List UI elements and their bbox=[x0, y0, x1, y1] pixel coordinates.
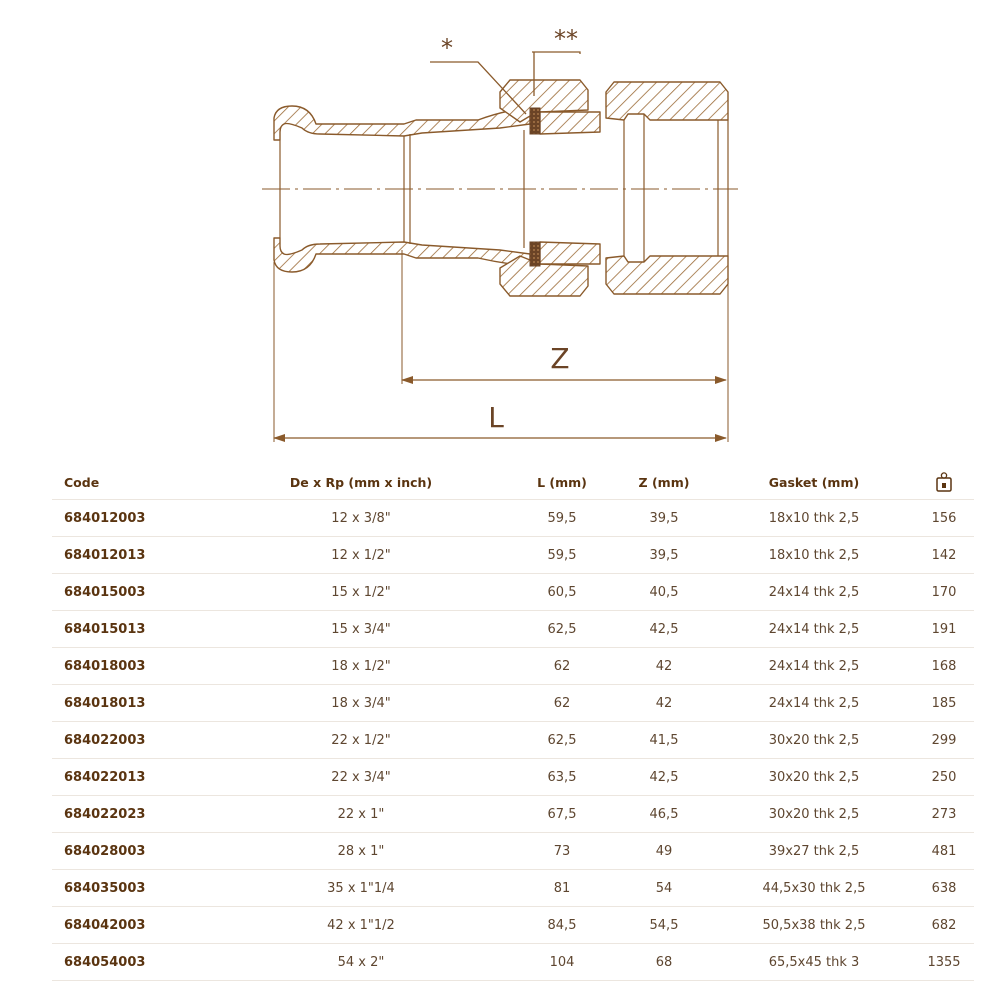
table-row bbox=[52, 648, 974, 685]
cell-gasket: 30x20 thk 2,5 bbox=[714, 722, 914, 759]
table-row bbox=[52, 574, 974, 611]
cell-gasket: 50,5x38 thk 2,5 bbox=[714, 907, 914, 944]
gasket-top bbox=[530, 108, 540, 134]
cell-code: 684012013 bbox=[52, 537, 212, 574]
specification-table bbox=[52, 465, 974, 981]
cell-weight: 273 bbox=[914, 796, 974, 833]
cell-l: 59,5 bbox=[510, 500, 614, 537]
cell-gasket: 30x20 thk 2,5 bbox=[714, 796, 914, 833]
cell-gasket: 44,5x30 thk 2,5 bbox=[714, 870, 914, 907]
cell-weight: 682 bbox=[914, 907, 974, 944]
weight-icon bbox=[936, 472, 952, 492]
threaded-end-top bbox=[606, 82, 728, 120]
cell-z: 46,5 bbox=[614, 796, 714, 833]
cell-gasket: 24x14 thk 2,5 bbox=[714, 685, 914, 722]
table-row bbox=[52, 685, 974, 722]
cell-gasket: 24x14 thk 2,5 bbox=[714, 648, 914, 685]
table-row bbox=[52, 759, 974, 796]
cell-code: 684028003 bbox=[52, 833, 212, 870]
cell-gasket: 30x20 thk 2,5 bbox=[714, 759, 914, 796]
cell-code: 684018003 bbox=[52, 648, 212, 685]
cell-weight: 250 bbox=[914, 759, 974, 796]
table-row bbox=[52, 944, 974, 981]
cell-weight: 185 bbox=[914, 685, 974, 722]
cell-de-rp: 15 x 3/4" bbox=[212, 611, 510, 648]
fitting-section-drawing bbox=[0, 0, 1000, 465]
cell-de-rp: 12 x 1/2" bbox=[212, 537, 510, 574]
cell-gasket: 24x14 thk 2,5 bbox=[714, 611, 914, 648]
cell-z: 54,5 bbox=[614, 907, 714, 944]
gasket-bottom bbox=[530, 242, 540, 266]
cell-weight: 1355 bbox=[914, 944, 974, 981]
table-header-row bbox=[52, 465, 974, 500]
cell-l: 62 bbox=[510, 648, 614, 685]
cell-code: 684015013 bbox=[52, 611, 212, 648]
header-z: Z (mm) bbox=[614, 465, 714, 500]
cell-z: 42,5 bbox=[614, 759, 714, 796]
cell-code: 684015003 bbox=[52, 574, 212, 611]
cell-l: 63,5 bbox=[510, 759, 614, 796]
cell-code: 684022013 bbox=[52, 759, 212, 796]
cell-z: 54 bbox=[614, 870, 714, 907]
header-gasket: Gasket (mm) bbox=[714, 465, 914, 500]
cell-de-rp: 18 x 3/4" bbox=[212, 685, 510, 722]
cell-de-rp: 12 x 3/8" bbox=[212, 500, 510, 537]
cell-z: 39,5 bbox=[614, 500, 714, 537]
cell-gasket: 65,5x45 thk 3 bbox=[714, 944, 914, 981]
cell-l: 67,5 bbox=[510, 796, 614, 833]
cell-z: 68 bbox=[614, 944, 714, 981]
cell-z: 40,5 bbox=[614, 574, 714, 611]
cell-de-rp: 28 x 1" bbox=[212, 833, 510, 870]
table-row bbox=[52, 833, 974, 870]
cell-weight: 142 bbox=[914, 537, 974, 574]
cell-de-rp: 15 x 1/2" bbox=[212, 574, 510, 611]
header-l: L (mm) bbox=[510, 465, 614, 500]
table-row bbox=[52, 537, 974, 574]
cell-z: 39,5 bbox=[614, 537, 714, 574]
l-dimension-label: L bbox=[488, 401, 504, 434]
cell-de-rp: 22 x 3/4" bbox=[212, 759, 510, 796]
cell-code: 684035003 bbox=[52, 870, 212, 907]
cell-weight: 168 bbox=[914, 648, 974, 685]
cell-de-rp: 22 x 1/2" bbox=[212, 722, 510, 759]
table-row bbox=[52, 611, 974, 648]
cell-code: 684022003 bbox=[52, 722, 212, 759]
cell-code: 684042003 bbox=[52, 907, 212, 944]
cell-l: 62,5 bbox=[510, 611, 614, 648]
header-weight bbox=[914, 465, 974, 500]
cell-de-rp: 42 x 1"1/2 bbox=[212, 907, 510, 944]
cell-code: 684012003 bbox=[52, 500, 212, 537]
cell-weight: 299 bbox=[914, 722, 974, 759]
cell-de-rp: 54 x 2" bbox=[212, 944, 510, 981]
cell-gasket: 18x10 thk 2,5 bbox=[714, 500, 914, 537]
cell-weight: 170 bbox=[914, 574, 974, 611]
cell-l: 60,5 bbox=[510, 574, 614, 611]
table-row bbox=[52, 870, 974, 907]
cell-l: 104 bbox=[510, 944, 614, 981]
threaded-end-bottom bbox=[606, 256, 728, 294]
press-body-top-wall bbox=[274, 106, 530, 140]
table-row bbox=[52, 796, 974, 833]
tail-piece-top bbox=[540, 112, 600, 134]
cell-weight: 156 bbox=[914, 500, 974, 537]
cell-z: 49 bbox=[614, 833, 714, 870]
cell-gasket: 18x10 thk 2,5 bbox=[714, 537, 914, 574]
cell-gasket: 39x27 thk 2,5 bbox=[714, 833, 914, 870]
cell-l: 81 bbox=[510, 870, 614, 907]
cell-z: 42,5 bbox=[614, 611, 714, 648]
cell-weight: 191 bbox=[914, 611, 974, 648]
cell-code: 684022023 bbox=[52, 796, 212, 833]
z-dimension-label: Z bbox=[550, 342, 570, 375]
cell-l: 73 bbox=[510, 833, 614, 870]
cell-z: 41,5 bbox=[614, 722, 714, 759]
cell-l: 59,5 bbox=[510, 537, 614, 574]
header-code: Code bbox=[52, 465, 212, 500]
callout-double-star: ** bbox=[554, 25, 578, 53]
cell-l: 84,5 bbox=[510, 907, 614, 944]
callout-single-star: * bbox=[441, 34, 453, 62]
cell-weight: 638 bbox=[914, 870, 974, 907]
cell-code: 684054003 bbox=[52, 944, 212, 981]
cell-gasket: 24x14 thk 2,5 bbox=[714, 574, 914, 611]
table-row bbox=[52, 500, 974, 537]
tail-piece-bottom bbox=[540, 242, 600, 264]
cell-z: 42 bbox=[614, 685, 714, 722]
cell-l: 62,5 bbox=[510, 722, 614, 759]
cell-z: 42 bbox=[614, 648, 714, 685]
table-row bbox=[52, 722, 974, 759]
cell-de-rp: 35 x 1"1/4 bbox=[212, 870, 510, 907]
cell-de-rp: 22 x 1" bbox=[212, 796, 510, 833]
cell-l: 62 bbox=[510, 685, 614, 722]
cell-de-rp: 18 x 1/2" bbox=[212, 648, 510, 685]
table-row bbox=[52, 907, 974, 944]
header-de-rp: De x Rp (mm x inch) bbox=[212, 465, 510, 500]
cell-weight: 481 bbox=[914, 833, 974, 870]
cell-code: 684018013 bbox=[52, 685, 212, 722]
